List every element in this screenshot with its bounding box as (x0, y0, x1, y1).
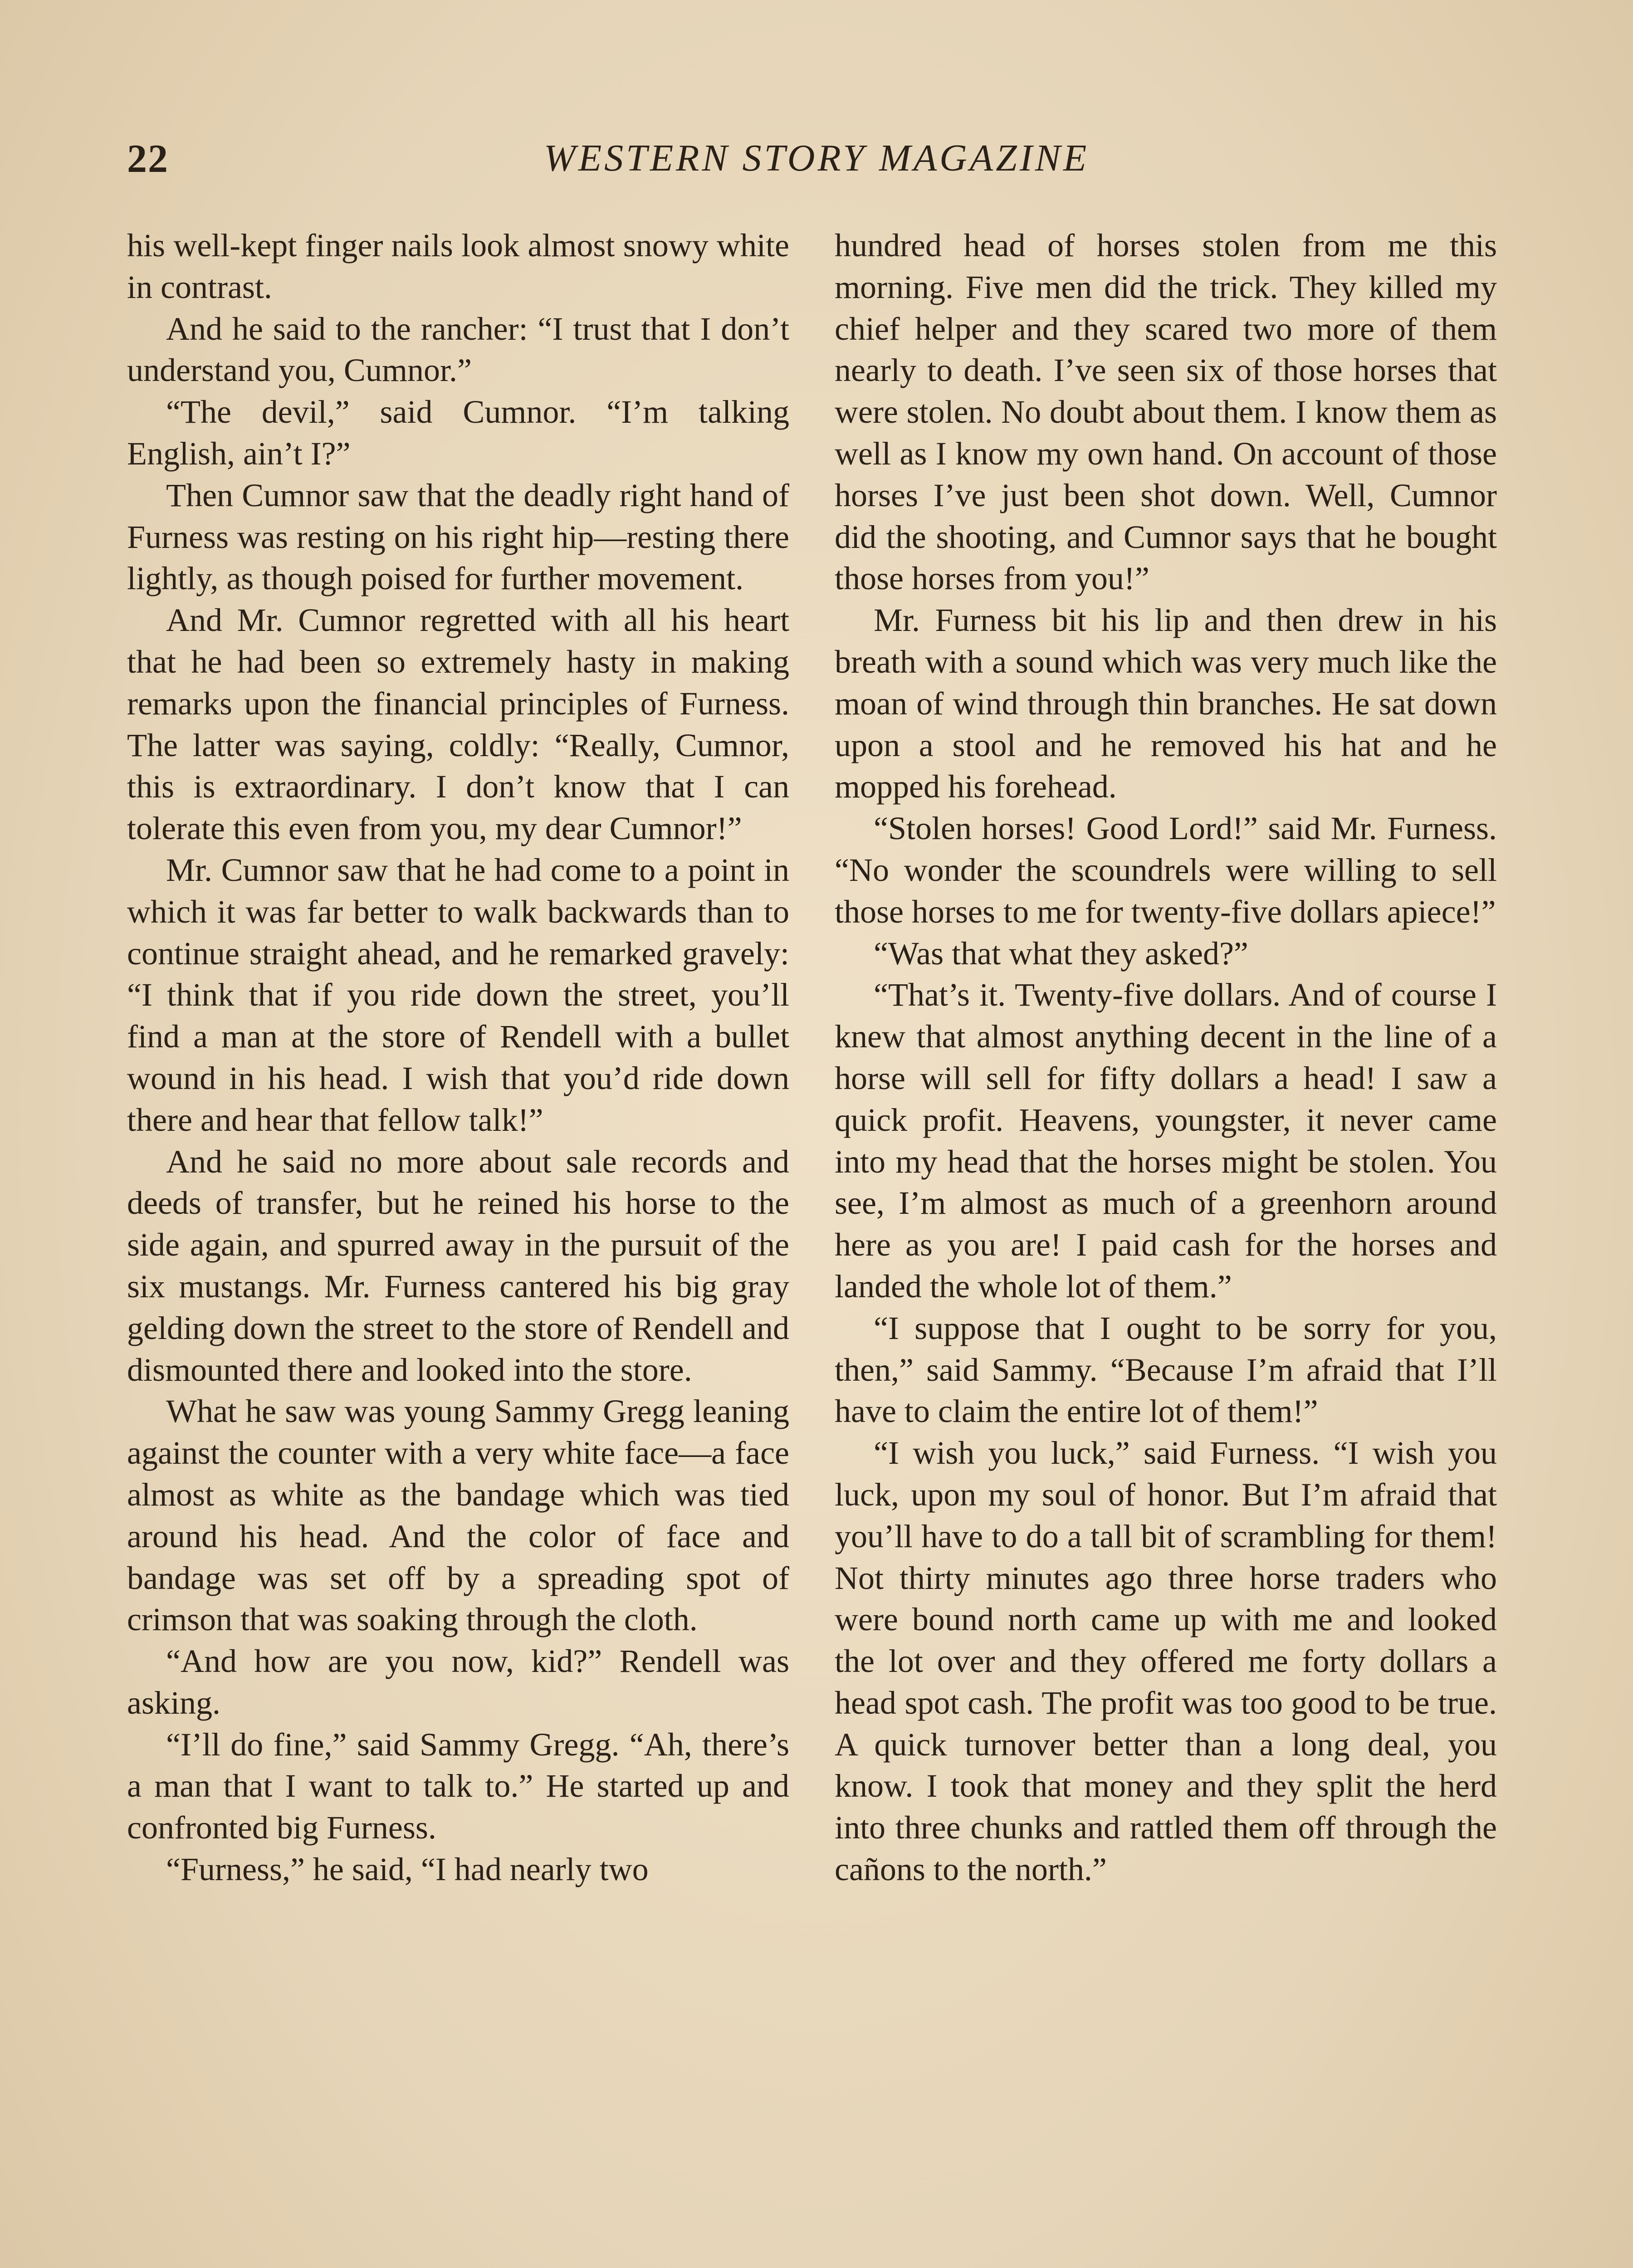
paragraph: “Was that what they asked?” (874, 935, 1248, 972)
paragraph: “Stolen horses! Good Lord!” said Mr. Furness. “No wonder the scoundrels were willing to sell those horses to me for twenty-five dollars apiece!” (835, 810, 1497, 930)
page-header (127, 136, 1506, 200)
paragraph: Mr. Furness bit his lip and then drew in his breath with a sound which was very much like the moan of wind through thin branches. He sat down upon a stool and he removed his hat and he mopped his forehead. (835, 602, 1497, 805)
paragraph: And he said to the rancher: “I trust that I don’t understand you, Cumnor.” (127, 310, 789, 389)
paragraph: What he saw was young Sammy Gregg leaning against the counter with a very white face—a face almost as white as the bandage which was tied around his head. And the color of face and bandage was set off by a spreading spot of crimson that was soaking through the cloth. (127, 1393, 789, 1638)
left-column (127, 225, 789, 1891)
paragraph: Mr. Cumnor saw that he had come to a point in which it was far better to walk backwards than to continue straight ahead, and he remarked gravely: “I think that if you ride down the street, you’ll find a man at the store of Rendell with a bullet wound in his head. I wish that you’d ride down there and hear that fellow talk!” (127, 851, 789, 1138)
paragraph: “And how are you now, kid?” Rendell was asking. (127, 1643, 789, 1721)
paragraph: And Mr. Cumnor regretted with all his heart that he had been so extremely hasty in making remarks upon the financial principles of Furness. The latter was saying, coldly: “Really, Cumnor, this is extraordinary. I don’t know that I can tolerate this even from you, my dear Cumnor!” (127, 602, 789, 847)
paragraph: “Furness,” he said, “I had nearly two (166, 1851, 649, 1888)
paragraph: “The devil,” said Cumnor. “I’m talking English, ain’t I?” (127, 394, 789, 472)
paragraph: his well-kept finger nails look almost snowy white in contrast. (127, 227, 789, 305)
paragraph: “I’ll do fine,” said Sammy Gregg. “Ah, there’s a man that I want to talk to.” He started up and confronted big Furness. (127, 1726, 789, 1846)
running-head: WESTERN STORY MAGAZINE (543, 137, 1090, 179)
page-number: 22 (127, 137, 169, 181)
paragraph: “I suppose that I ought to be sorry for you, then,” said Sammy. “Because I’m afraid that I’ll have to claim the entire lot of them!” (835, 1310, 1497, 1430)
paragraph: hundred head of horses stolen from me this morning. Five men did the trick. They killed my chief helper and they scared two more of them nearly to death. I’ve seen six of those horses that were stolen. No doubt about them. I know them as well as I know my own hand. On account of those horses I’ve just been shot down. Well, Cumnor did the shooting, and Cumnor says that he bought those horses from you!” (835, 227, 1497, 597)
paragraph: Then Cumnor saw that the deadly right hand of Furness was resting on his right hip—resting there lightly, as though poised for further movement. (127, 477, 789, 597)
paragraph: “That’s it. Twenty-five dollars. And of course I knew that almost anything decent in the line of a horse will sell for fifty dollars a head! I saw a quick profit. Heavens, youngster, it never came into my head that the horses might be stolen. You see, I’m almost as much of a greenhorn around here as you are! I paid cash for the horses and landed the whole lot of them.” (835, 977, 1497, 1305)
paragraph: “I wish you luck,” said Furness. “I wish you luck, upon my soul of honor. But I’m afraid that you’ll have to do a tall bit of scrambling for them! Not thirty minutes ago three horse traders who were bound north came up with me and looked the lot over and they offered me forty dollars a head spot cash. The profit was too good to be true. A quick turnover better than a long deal, you know. I took that money and they split the herd into three chunks and rattled them off through the cañons to the north.” (835, 1435, 1497, 1888)
right-column (835, 225, 1497, 1891)
paragraph: And he said no more about sale records and deeds of transfer, but he reined his horse to the side again, and spurred away in the pursuit of the six mustangs. Mr. Furness cantered his big gray gelding down the street to the store of Rendell and dismounted there and looked into the store. (127, 1143, 789, 1388)
